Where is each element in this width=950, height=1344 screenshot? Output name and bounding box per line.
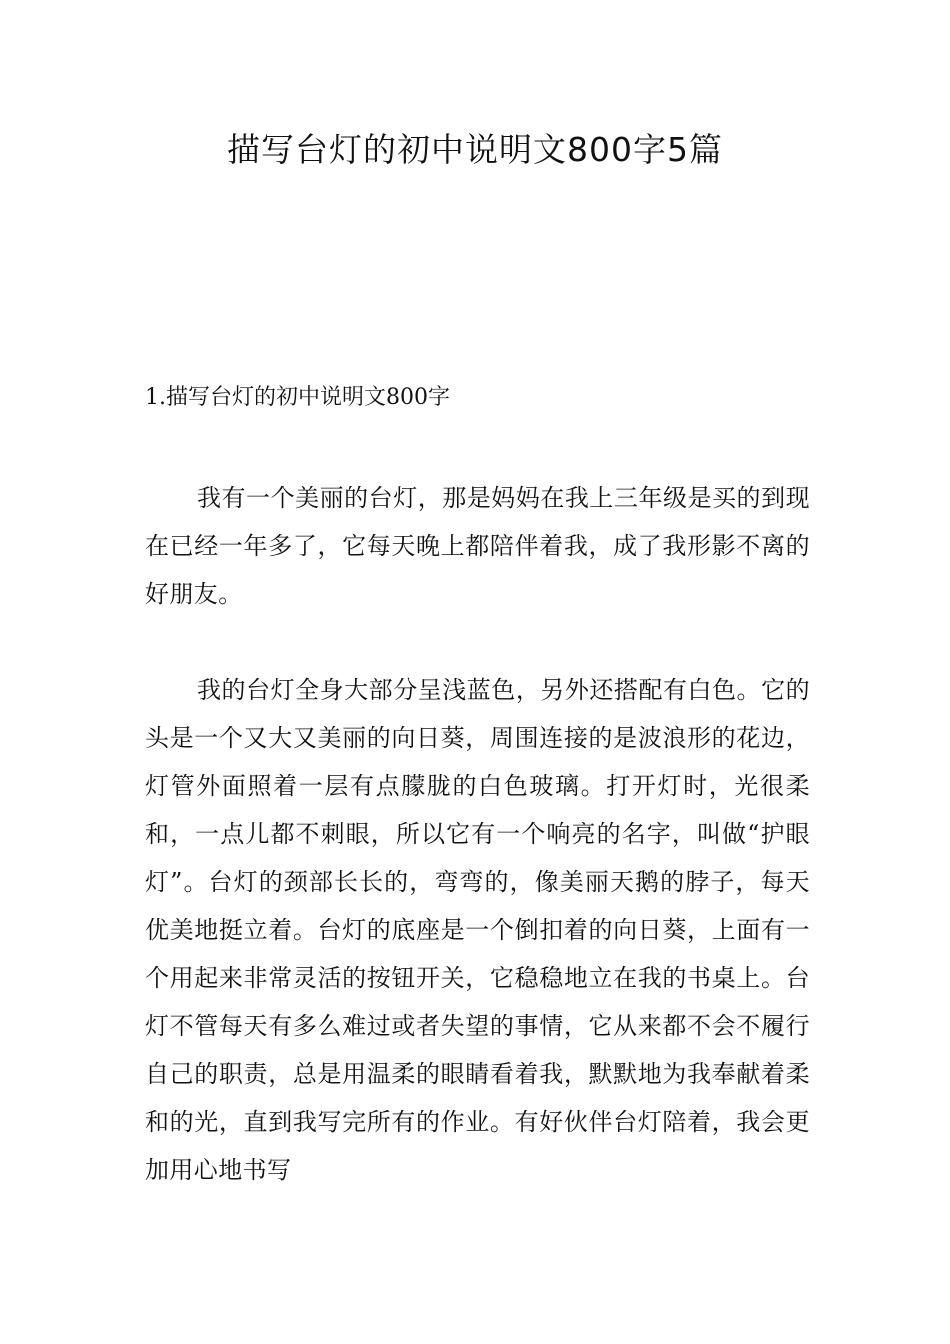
section-heading: 1.描写台灯的初中说明文800字	[145, 385, 450, 410]
paragraph: 我有一个美丽的台灯，那是妈妈在我上三年级是买的到现在已经一年多了，它每天晚上都陪伴着我，成了我形影不离的好朋友。	[145, 484, 810, 608]
paragraph: 我的台灯全身大部分呈浅蓝色，另外还搭配有白色。它的头是一个又大又美丽的向日葵，周围连接的是波浪形的花边，灯管外面照着一层有点朦胧的白色玻璃。打开灯时，光很柔和，一点儿都不刺眼，所以它有一个响亮的名字，叫做“护眼灯”。台灯的颈部长长的，弯弯的，像美丽天鹅的脖子，每天优美地挺立着。台灯的底座是一个倒扣着的向日葵，上面有一个用起来非常灵活的按钮开关，它稳稳地立在我的书桌上。台灯不管每天有多么难过或者失望的事情，它从来都不会不履行自己的职责，总是用温柔的眼睛看着我，默默地为我奉献着柔和的光，直到我写完所有的作业。有好伙伴台灯陪着，我会更加用心地书写	[145, 676, 810, 1184]
document-title: 描写台灯的初中说明文800字5篇	[227, 130, 723, 169]
